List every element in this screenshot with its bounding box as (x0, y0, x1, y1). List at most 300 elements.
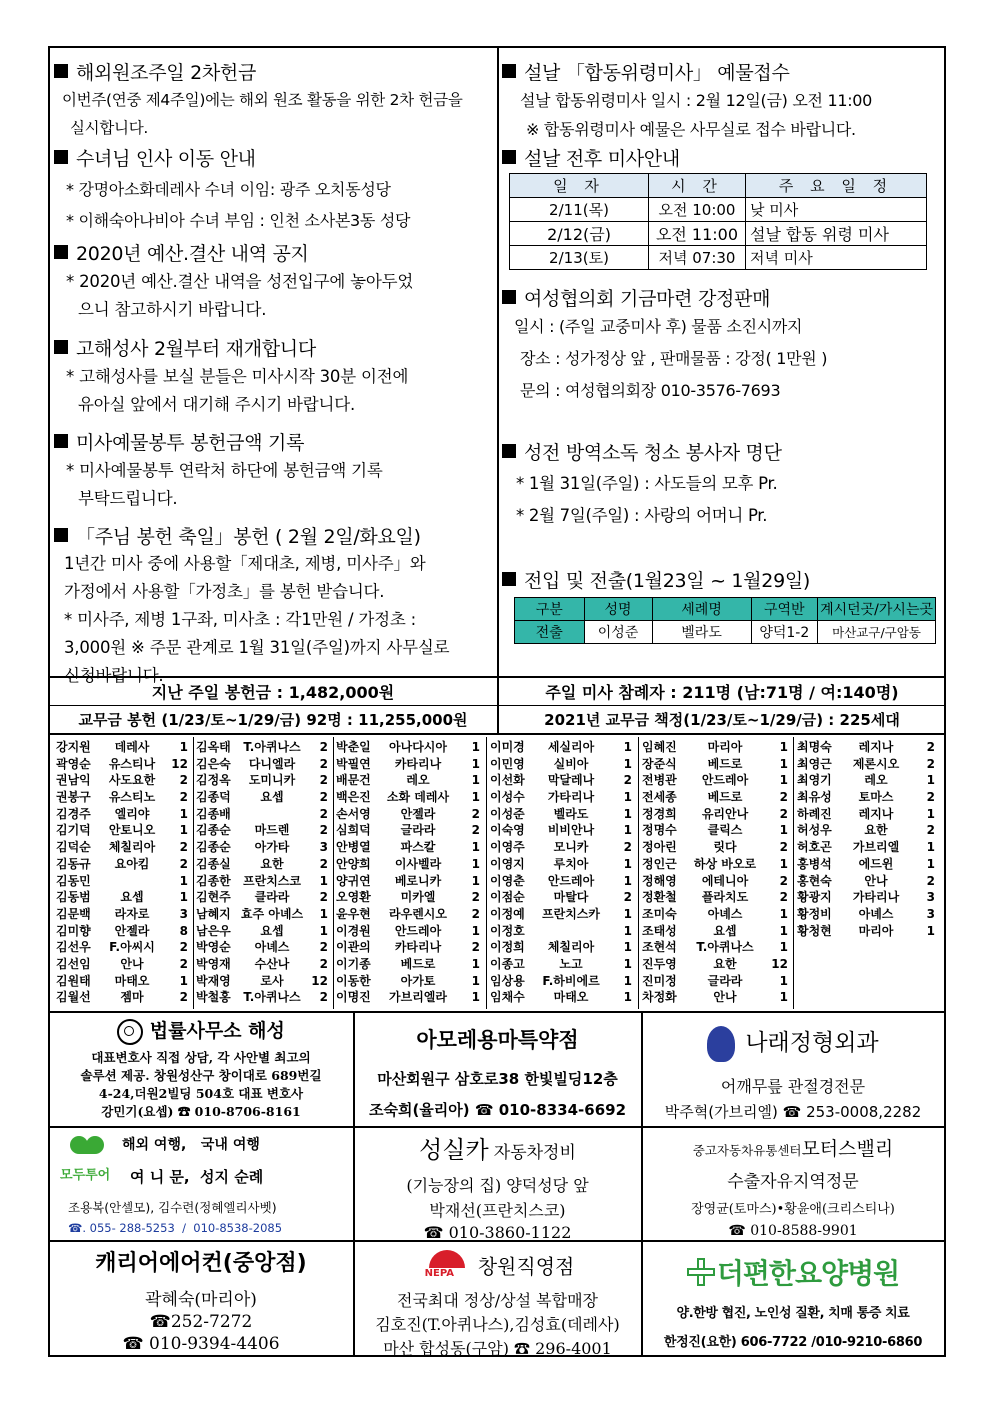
donor-name: 정아린 (642, 840, 677, 855)
donor-name: 이성수 (490, 790, 525, 805)
list-item (196, 989, 330, 1006)
ad-name: 더편한요양병원 (716, 1257, 900, 1290)
list-item (797, 772, 937, 789)
ad-text: ☎. 055- 288-5253 / 010-8538-2085 (68, 1221, 283, 1235)
ad-seongsil-car (356, 1130, 639, 1242)
section-title: 2020년 예산.결산 내역 공지 (76, 243, 309, 265)
square-bullet-icon (54, 528, 68, 542)
table-cell: 설날 합동 위령 미사 (746, 222, 927, 246)
donor-count: 2 (179, 856, 188, 871)
donor-count: 1 (623, 873, 632, 888)
donor-saint-name: 안토니오 (108, 823, 156, 838)
donor-saint-name: 카타리나 (394, 756, 442, 771)
donor-count: 1 (471, 956, 480, 971)
donor-count: 1 (179, 823, 188, 838)
donor-saint-name: 레지나 (858, 740, 894, 754)
donor-count: 2 (623, 890, 632, 905)
ad-text: ☎ 010-3860-1122 (423, 1223, 572, 1242)
donor-count: 1 (319, 906, 328, 921)
donor-saint-name: 마리아 (707, 740, 743, 754)
donor-saint-name: 효주 아녜스 (240, 906, 304, 921)
table-cell: 2/12(금) (510, 222, 649, 246)
donor-name: 권봉구 (56, 790, 91, 805)
list-item (56, 772, 190, 789)
donor-name: 황청현 (797, 923, 832, 938)
donor-saint-name: 카타리나 (394, 940, 442, 955)
donor-saint-name: 엘리야 (114, 806, 150, 821)
donor-name: 최영근 (797, 756, 832, 771)
ad-deopyeonhan-hospital (644, 1252, 942, 1350)
donor-saint-name: 베드로 (400, 956, 436, 971)
section-presentation-feast (54, 522, 496, 690)
donor-count: 2 (926, 790, 935, 805)
donor-saint-name: 유스티나 (108, 756, 156, 771)
donor-count: 1 (179, 973, 188, 988)
donor-name: 이정희 (490, 940, 525, 955)
donor-saint-name: 아가토 (400, 973, 436, 988)
donor-name: 최영기 (797, 773, 832, 788)
donor-saint-name: 루치아 (553, 856, 589, 871)
mass-schedule-table (509, 173, 927, 270)
donor-name: 정환철 (642, 890, 677, 905)
list-item (196, 906, 330, 923)
donor-saint-name: 아가타 (254, 840, 290, 855)
donor-saint-name: 베드로 (707, 756, 743, 771)
ad-text: 전국최대 정상/상설 복합매장 (396, 1291, 599, 1310)
section-title: 「주님 봉헌 축일」봉헌 ( 2월 2일/화요일) (76, 526, 421, 548)
table-header: 성명 (584, 598, 652, 621)
section-text: 신청바랍니다. (64, 666, 164, 685)
list-item (642, 806, 790, 823)
list-item (196, 839, 330, 856)
list-item (490, 756, 634, 773)
donor-count: 2 (179, 790, 188, 805)
donor-name: 김동범 (56, 890, 91, 905)
donor-saint-name: 마태오 (553, 990, 589, 1005)
list-item (336, 989, 482, 1006)
donor-saint-name: 이사벨라 (394, 856, 442, 871)
donor-column (196, 739, 330, 1006)
list-item (642, 873, 790, 890)
section-mass-envelope (54, 428, 494, 513)
donor-name: 김원태 (56, 973, 91, 988)
donor-count: 3 (179, 906, 188, 921)
list-item (642, 756, 790, 773)
ad-text: ☎252-7272 (149, 1312, 253, 1332)
donor-name: 전세종 (642, 790, 677, 805)
donor-count: 1 (926, 840, 935, 855)
list-item (797, 889, 937, 906)
donor-count: 1 (779, 973, 788, 988)
donor-name: 허호곤 (797, 840, 832, 855)
ad-text: ☎ 010-8588-9901 (728, 1223, 858, 1239)
table-header: 계시던곳/가시는곳 (818, 598, 936, 621)
donor-name: 조태성 (642, 923, 677, 938)
list-item (490, 856, 634, 873)
mascot-icon (707, 1026, 735, 1062)
donor-name: 황정비 (797, 906, 832, 921)
section-text: 장소 : 성가정상 앞 , 판매물품 : 강정( 1만원 ) (520, 349, 828, 368)
donor-name: 이영지 (490, 856, 525, 871)
ad-text: 수출자유지역정문 (727, 1172, 859, 1192)
list-item (56, 873, 190, 890)
donor-name: 김은숙 (196, 756, 231, 771)
donor-saint-name: 마태오 (114, 973, 150, 988)
donor-saint-name: 아녜스 (707, 906, 743, 921)
list-item (336, 956, 482, 973)
list-item (490, 939, 634, 956)
donor-column (797, 739, 937, 939)
square-bullet-icon (502, 572, 516, 586)
ad-nepa (356, 1250, 639, 1359)
list-item (797, 923, 937, 940)
donor-count: 8 (179, 923, 188, 938)
list-item (56, 822, 190, 839)
donor-count: 2 (179, 773, 188, 788)
donor-saint-name: 노고 (559, 956, 583, 971)
list-item (797, 822, 937, 839)
donor-saint-name: 베드로 (707, 790, 743, 805)
list-item (490, 989, 634, 1006)
donor-saint-name: 요셉 (260, 923, 284, 938)
ad-name: 법률사무소 해성 (149, 1020, 285, 1042)
donor-name: 김종순 (196, 840, 231, 855)
donor-column (56, 739, 190, 1006)
section-text: 이번주(연중 제4주일)에는 해외 원조 활동을 위한 2차 헌금을 (62, 91, 463, 109)
donor-saint-name: 라자로 (114, 906, 150, 921)
donor-saint-name: 젬마 (120, 990, 144, 1005)
donor-name: 장준식 (642, 756, 677, 771)
list-item (56, 839, 190, 856)
section-text: * 미사주, 제병 1구좌, 미사초 : 각1만원 / 가정초 : (64, 610, 417, 629)
ad-name: 모터스밸리 (801, 1138, 894, 1160)
section-title: 설날 「합동위령미사」 예물접수 (524, 62, 790, 84)
list-item (196, 956, 330, 973)
donor-name: 허성우 (797, 823, 832, 838)
donor-count: 2 (471, 906, 480, 921)
donor-saint-name: 가브리엘라 (389, 990, 447, 1005)
donor-saint-name: T.아퀴나스 (696, 940, 754, 955)
donor-name: 안양희 (336, 856, 371, 871)
ad-carrier-aircon (52, 1246, 350, 1354)
attendance-total: 주일 미사 참례자 : 211명 (남:71명 / 여:140명) (545, 683, 899, 702)
section-text: 1년간 미사 중에 사용할「제대초, 제병, 미사주」와 (64, 554, 426, 573)
list-item (336, 939, 482, 956)
donor-count: 2 (623, 773, 632, 788)
section-volunteers (502, 438, 942, 526)
list-item (336, 923, 482, 940)
list-item (490, 772, 634, 789)
list-item (56, 906, 190, 923)
donor-name: 오영환 (336, 890, 371, 905)
section-text: 실시합니다. (70, 119, 148, 137)
list-item (797, 906, 937, 923)
donor-count: 1 (623, 956, 632, 971)
list-item (490, 822, 634, 839)
list-item (56, 939, 190, 956)
ad-name: 아모레용마특약점 (416, 1028, 579, 1052)
section-memorial-mass (502, 58, 942, 140)
square-bullet-icon (54, 434, 68, 448)
donor-name: 박춘일 (336, 740, 371, 754)
list-item (490, 906, 634, 923)
list-item (196, 822, 330, 839)
donor-saint-name: 데레사 (114, 740, 150, 754)
square-bullet-icon (502, 290, 516, 304)
donor-count: 3 (926, 906, 935, 921)
donor-count: 2 (319, 740, 328, 754)
square-bullet-icon (502, 444, 516, 458)
list-item (336, 756, 482, 773)
donor-name: 이선화 (490, 773, 525, 788)
list-item (490, 956, 634, 973)
donor-column (336, 739, 482, 1006)
list-item (642, 939, 790, 956)
donor-name: 정명수 (642, 823, 677, 838)
donor-count: 2 (471, 806, 480, 821)
donor-count: 2 (926, 823, 935, 838)
table-cell: 2/11(목) (510, 198, 649, 222)
donor-name: 전병관 (642, 773, 677, 788)
donor-saint-name: 체칠리아 (547, 940, 595, 955)
table-row (515, 621, 936, 644)
donor-saint-name: 베로니카 (394, 873, 442, 888)
donor-name: 임채수 (490, 990, 525, 1005)
donor-saint-name: 클릭스 (707, 823, 743, 838)
donor-count: 3 (926, 890, 935, 905)
donor-count: 1 (779, 856, 788, 871)
donor-saint-name: 글라라 (400, 823, 436, 838)
donor-count: 1 (471, 840, 480, 855)
donor-saint-name: 가타리나 (547, 790, 595, 805)
stats-divider (497, 676, 499, 734)
donor-name: 손서영 (336, 806, 371, 821)
list-item (336, 889, 482, 906)
donor-name: 백은진 (336, 790, 371, 805)
list-item (56, 806, 190, 823)
donor-count: 2 (926, 756, 935, 771)
donor-count: 2 (319, 756, 328, 771)
transfer-table (514, 597, 936, 644)
donor-name: 이종고 (490, 956, 525, 971)
donor-saint-name: 비비안나 (547, 823, 595, 838)
table-cell: 저녁 미사 (746, 246, 927, 270)
donor-saint-name: 안드레아 (701, 773, 749, 788)
ad-motors-valley (644, 1134, 942, 1239)
section-title: 고해성사 2월부터 재개합니다 (76, 338, 316, 360)
donor-saint-name: 벨라도 (553, 806, 589, 821)
section-text: 문의 : 여성협의회장 010-3576-7693 (520, 381, 781, 400)
modetour-logo-icon (70, 1136, 106, 1160)
donor-name: 김덕순 (56, 840, 91, 855)
donor-name: 이기종 (336, 956, 371, 971)
donor-saint-name: 안드레아 (394, 923, 442, 938)
list-item (336, 839, 482, 856)
donor-saint-name: 수산나 (254, 956, 290, 971)
square-bullet-icon (54, 150, 68, 164)
list-item (56, 739, 190, 756)
list-item (336, 806, 482, 823)
donor-saint-name: 미카엘 (400, 890, 436, 905)
donor-col-divider (333, 737, 334, 1009)
donor-name: 김경주 (56, 806, 91, 821)
donor-name: 황광지 (797, 890, 832, 905)
donor-saint-name: 마리아 (858, 923, 894, 938)
table-header: 구역반 (751, 598, 818, 621)
ad-modetour (52, 1128, 350, 1238)
donor-bottom-line (48, 1011, 946, 1013)
section-title: 전입 및 전출(1월23일 ~ 1월29일) (524, 570, 811, 592)
donor-name: 박재영 (196, 973, 231, 988)
list-item (642, 956, 790, 973)
donor-name: 남은우 (196, 923, 231, 938)
donor-count: 1 (779, 823, 788, 838)
donor-saint-name: 다니엘라 (248, 756, 296, 771)
donor-count: 2 (179, 840, 188, 855)
list-item (797, 856, 937, 873)
donor-count: 1 (179, 806, 188, 821)
donor-count: 1 (779, 773, 788, 788)
donor-count: 1 (471, 773, 480, 788)
donor-name: 박철홍 (196, 990, 231, 1005)
ad-text: ☎ 010-9394-4406 (122, 1334, 280, 1354)
donor-name: 임혜진 (642, 740, 677, 754)
list-item (196, 806, 330, 823)
donor-saint-name: 실비아 (553, 756, 589, 771)
list-item (797, 806, 937, 823)
donor-count: 1 (779, 740, 788, 754)
donor-name: 이민영 (490, 756, 525, 771)
section-text: ※ 합동위령미사 예물은 사무실로 접수 바랍니다. (526, 120, 856, 139)
ad-text: 마산 합성동(구암) ☎ 296-4001 (383, 1339, 612, 1358)
ad-text: (기능장의 집) 양덕성당 앞 (406, 1176, 589, 1195)
section-title: 여성협의회 기금마련 강정판매 (524, 288, 771, 310)
donor-name: 김동민 (56, 873, 91, 888)
donor-name: 권남익 (56, 773, 91, 788)
donor-count: 2 (179, 990, 188, 1005)
donor-name: 김기덕 (56, 823, 91, 838)
table-header: 일 자 (510, 174, 649, 198)
section-title: 미사예물봉투 봉헌금액 기록 (76, 432, 305, 454)
donor-name: 박영순 (196, 940, 231, 955)
donor-count: 3 (319, 840, 328, 855)
list-item (490, 973, 634, 990)
table-header: 세례명 (652, 598, 751, 621)
donor-count: 1 (319, 923, 328, 938)
section-text: * 고해성사를 보실 분들은 미사시작 30분 이전에 (66, 367, 409, 386)
donor-saint-name: 가타리나 (852, 890, 900, 905)
offering-total: 지난 주일 봉헌금 : 1,482,000원 (151, 683, 395, 702)
list-item (196, 789, 330, 806)
table-header: 구분 (515, 598, 585, 621)
list-item (797, 739, 937, 756)
donor-saint-name: 체칠리아 (108, 840, 156, 855)
square-bullet-icon (54, 64, 68, 78)
section-budget (54, 239, 494, 324)
donor-col-divider (638, 737, 639, 1009)
donor-name: 박영재 (196, 956, 231, 971)
donor-name: 김종배 (196, 806, 231, 821)
list-item (642, 772, 790, 789)
list-item (196, 873, 330, 890)
donor-saint-name: 안젤라 (114, 923, 150, 938)
list-item (642, 989, 790, 1006)
table-row (510, 198, 927, 222)
donor-saint-name: 제론시오 (852, 756, 900, 771)
section-title: 수녀님 인사 이동 안내 (76, 148, 256, 170)
donor-saint-name: 요아킴 (114, 856, 150, 871)
donor-saint-name: 플라치도 (701, 890, 749, 905)
donor-count: 2 (779, 806, 788, 821)
donor-count: 1 (471, 756, 480, 771)
ad-name: 캐리어에어컨(중앙점) (95, 1251, 307, 1276)
donor-name: 홍병석 (797, 856, 832, 871)
donor-saint-name: 마드렌 (254, 823, 290, 838)
list-item (196, 923, 330, 940)
donor-saint-name: 세실리아 (547, 740, 595, 754)
donor-column (490, 739, 634, 1006)
donor-name: 김월선 (56, 990, 91, 1005)
donor-count: 2 (319, 806, 328, 821)
table-header: 주 요 일 정 (746, 174, 927, 198)
cross-icon (687, 1258, 715, 1286)
list-item (336, 789, 482, 806)
modetour-brand: 모두투어 (60, 1168, 111, 1183)
ad-text: 박주혁(가브리엘) ☎ 253-0008,2282 (664, 1103, 922, 1121)
donor-count: 2 (779, 873, 788, 888)
donor-saint-name: 유스티노 (108, 790, 156, 805)
section-text: 설날 합동위령미사 일시 : 2월 12일(금) 오전 11:00 (520, 91, 873, 110)
donor-name: 조현석 (642, 940, 677, 955)
donor-saint-name: 안나 (120, 956, 144, 971)
donor-name: 정해영 (642, 873, 677, 888)
donor-saint-name: 레지나 (858, 806, 894, 821)
donor-name: 이숙영 (490, 823, 525, 838)
section-text: * 강명아소화데레사 수녀 이임: 광주 오치동성당 (66, 180, 391, 199)
section-text: 3,000원 ※ 주문 관계로 1월 31일(주일)까지 사무실로 (64, 638, 450, 657)
list-item (490, 739, 634, 756)
square-bullet-icon (54, 340, 68, 354)
donor-saint-name: 막달레나 (547, 773, 595, 788)
donor-name: 하례진 (797, 806, 832, 821)
donor-name: 이명진 (336, 990, 371, 1005)
ad-text: 어깨무릎 관절경전문 (720, 1077, 866, 1096)
section-text: * 미사예물봉투 연락처 하단에 봉헌금액 기록 (66, 461, 383, 480)
donor-count: 12 (311, 973, 328, 988)
donor-count: 2 (926, 740, 935, 754)
center-divider (497, 46, 499, 678)
ad-text: 여 니 문, 성지 순례 (130, 1168, 264, 1186)
list-item (642, 889, 790, 906)
donor-name: 조미숙 (642, 906, 677, 921)
donor-saint-name: 안드레아 (547, 873, 595, 888)
donor-count: 1 (471, 973, 480, 988)
list-item (196, 739, 330, 756)
donor-saint-name: 요셉 (120, 890, 144, 905)
table-cell: 2/13(토) (510, 246, 649, 270)
donor-count: 1 (623, 856, 632, 871)
donor-saint-name: 클라라 (254, 890, 290, 905)
ad-amore (356, 1024, 639, 1120)
list-item (642, 839, 790, 856)
donor-name: 이성준 (490, 806, 525, 821)
list-item (490, 839, 634, 856)
donor-saint-name: F.하비에르 (542, 973, 600, 988)
list-item (797, 873, 937, 890)
list-item (490, 923, 634, 940)
donor-name: 최명숙 (797, 740, 832, 754)
ad-text: 박재선(프란치스코) (429, 1201, 566, 1220)
